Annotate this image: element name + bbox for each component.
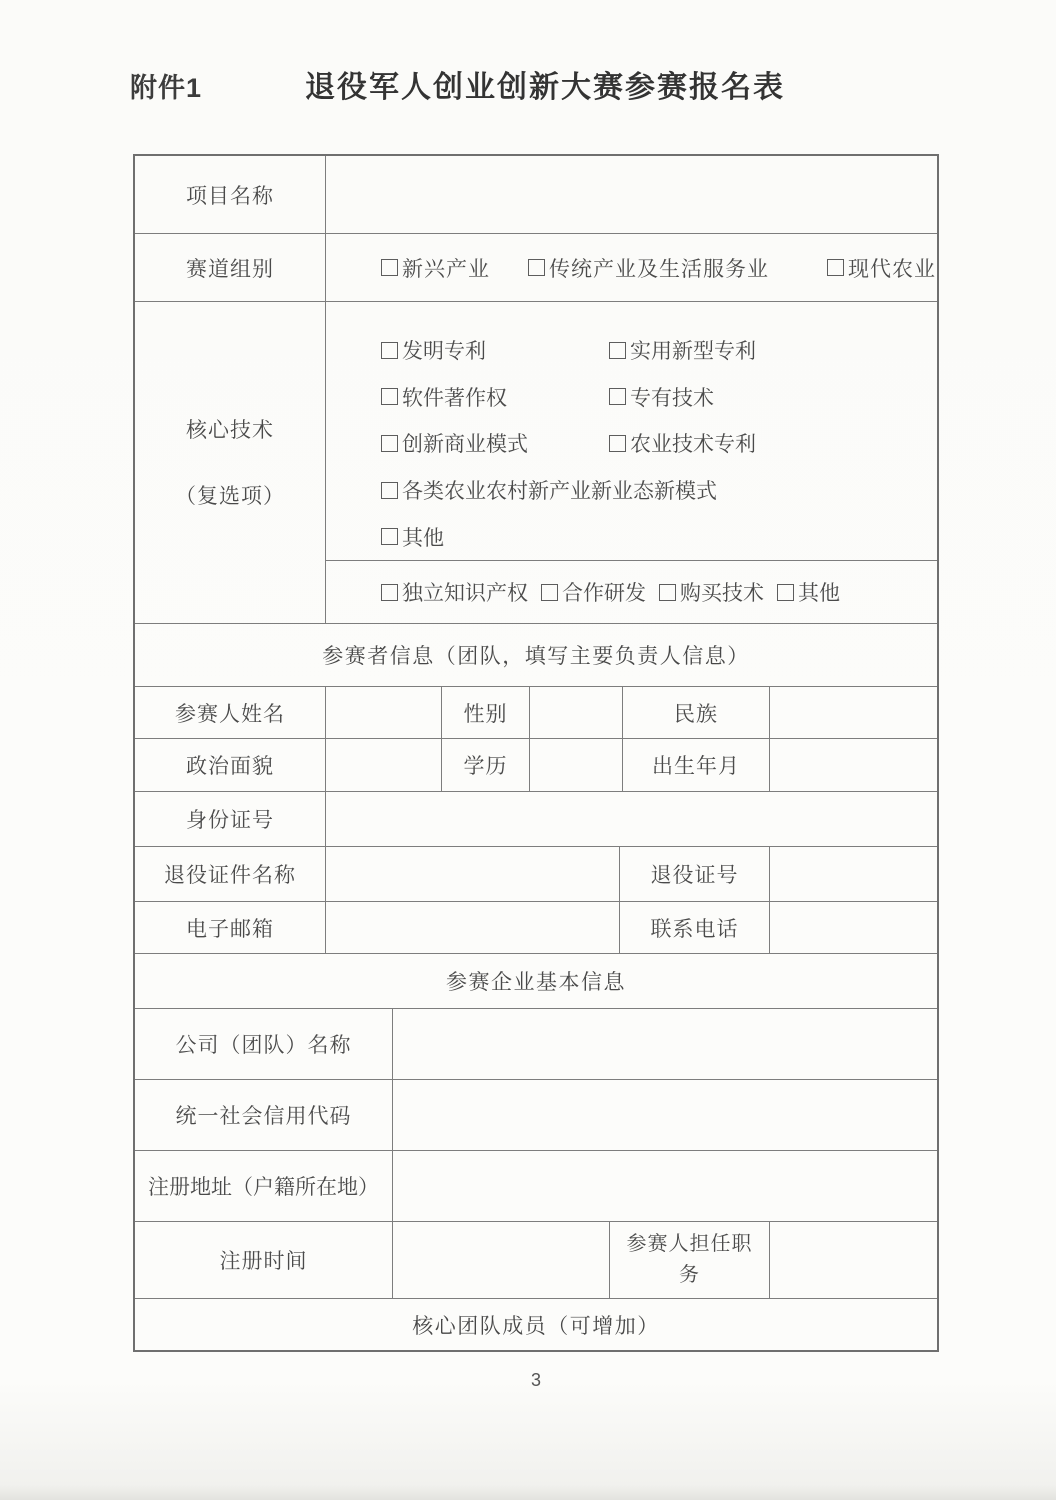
checkbox-icon xyxy=(381,435,398,452)
contact-row xyxy=(135,902,937,954)
checkbox-icon xyxy=(528,259,545,276)
checkbox-option-label: 创新商业模式 xyxy=(402,432,528,457)
checkbox-icon xyxy=(381,259,398,276)
track-group-label: 赛道组别 xyxy=(135,234,326,301)
checkbox-option-label: 独立知识产权 xyxy=(402,581,528,605)
address-row xyxy=(135,1151,937,1222)
tech-option xyxy=(381,522,444,552)
name-label: 参赛人姓名 xyxy=(135,687,326,738)
tech-option xyxy=(609,428,756,458)
checkbox-option-label: 传统产业及生活服务业 xyxy=(549,256,769,281)
checkbox-option-label: 其他 xyxy=(798,581,840,605)
checkbox-option-label: 各类农业农村新产业新业态新模式 xyxy=(402,479,717,504)
position-label: 参赛人担任职务 xyxy=(610,1222,770,1298)
tech-option-line xyxy=(381,374,937,421)
company-name-value xyxy=(393,1009,937,1079)
id-number-label: 身份证号 xyxy=(135,792,326,846)
checkbox-icon xyxy=(381,528,398,545)
name-value xyxy=(326,687,442,738)
core-tech-row xyxy=(135,302,937,624)
political-value xyxy=(326,739,442,791)
tech-option-line xyxy=(381,327,937,374)
tech-source-option xyxy=(777,577,840,607)
tech-option xyxy=(381,475,717,505)
tech-source-option-line xyxy=(326,560,937,623)
tech-source-option xyxy=(541,577,646,607)
email-label: 电子邮箱 xyxy=(135,902,326,953)
veteran-cert-no-label: 退役证号 xyxy=(620,847,770,901)
registration-form-table xyxy=(133,154,939,1352)
checkbox-option-label: 软件著作权 xyxy=(402,385,507,410)
id-number-row xyxy=(135,792,937,847)
checkbox-option-label: 发明专利 xyxy=(402,339,486,364)
reg-time-value xyxy=(393,1222,610,1298)
id-number-value xyxy=(326,792,937,846)
page-title: 退役军人创业创新大赛参赛报名表 xyxy=(305,71,785,104)
team-section-header-row xyxy=(135,1299,937,1350)
participant-section-title: 参赛者信息（团队，填写主要负责人信息） xyxy=(322,644,750,668)
checkbox-icon xyxy=(609,388,626,405)
phone-value xyxy=(770,902,937,953)
participant-name-row xyxy=(135,687,937,739)
veteran-cert-name-label: 退役证件名称 xyxy=(135,847,326,901)
email-value xyxy=(326,902,620,953)
tech-option-line xyxy=(381,467,937,514)
address-value xyxy=(393,1151,937,1221)
checkbox-icon xyxy=(659,584,676,601)
veteran-cert-name-value xyxy=(326,847,620,901)
reg-time-row xyxy=(135,1222,937,1299)
track-options-cell xyxy=(326,234,937,301)
project-name-value xyxy=(326,156,937,233)
political-row xyxy=(135,739,937,792)
core-tech-label xyxy=(135,302,326,623)
checkbox-option-label: 其他 xyxy=(402,525,444,550)
veteran-cert-no-value xyxy=(770,847,937,901)
project-name-row xyxy=(135,156,937,234)
core-tech-options-cell xyxy=(326,302,937,623)
checkbox-option-label: 新兴产业 xyxy=(402,256,490,281)
education-label: 学历 xyxy=(442,739,530,791)
checkbox-option-label: 购买技术 xyxy=(680,581,764,605)
checkbox-icon xyxy=(777,584,794,601)
checkbox-option-label: 专有技术 xyxy=(630,385,714,410)
tech-option xyxy=(609,382,714,412)
gender-label: 性别 xyxy=(442,687,530,738)
credit-code-label: 统一社会信用代码 xyxy=(135,1080,393,1150)
ethnicity-value xyxy=(770,687,937,738)
birth-value xyxy=(770,739,937,791)
tech-option xyxy=(381,382,609,412)
veteran-cert-row xyxy=(135,847,937,902)
participant-section-header-row xyxy=(135,624,937,687)
checkbox-icon xyxy=(381,584,398,601)
tech-option xyxy=(609,335,756,365)
checkbox-icon xyxy=(381,388,398,405)
education-value xyxy=(530,739,623,791)
checkbox-icon xyxy=(609,435,626,452)
credit-code-row xyxy=(135,1080,937,1151)
birth-label: 出生年月 xyxy=(623,739,770,791)
checkbox-icon xyxy=(381,342,398,359)
core-tech-label-line2: （复选项） xyxy=(175,483,285,508)
checkbox-option-label: 合作研发 xyxy=(562,581,646,605)
checkbox-option-label: 农业技术专利 xyxy=(630,432,756,457)
project-name-label: 项目名称 xyxy=(135,156,326,233)
tech-option-line xyxy=(381,420,937,467)
address-label: 注册地址（户籍所在地） xyxy=(135,1151,393,1221)
checkbox-icon xyxy=(609,342,626,359)
core-tech-label-line1: 核心技术 xyxy=(186,417,274,442)
position-value xyxy=(770,1222,937,1298)
track-group-row xyxy=(135,234,937,302)
ethnicity-label: 民族 xyxy=(623,687,770,738)
track-option xyxy=(827,253,936,283)
company-section-title: 参赛企业基本信息 xyxy=(446,970,626,994)
checkbox-option-label: 实用新型专利 xyxy=(630,339,756,364)
reg-time-label: 注册时间 xyxy=(135,1222,393,1298)
political-label: 政治面貌 xyxy=(135,739,326,791)
core-tech-option-list xyxy=(326,302,937,560)
page-number: 3 xyxy=(530,1370,541,1390)
checkbox-option-label: 现代农业 xyxy=(848,256,936,281)
company-section-header-row xyxy=(135,954,937,1009)
checkbox-icon xyxy=(541,584,558,601)
tech-source-option xyxy=(381,577,528,607)
tech-source-option xyxy=(659,577,764,607)
tech-option xyxy=(381,428,609,458)
track-option xyxy=(528,253,769,283)
phone-label: 联系电话 xyxy=(620,902,770,953)
track-option xyxy=(381,253,490,283)
credit-code-value xyxy=(393,1080,937,1150)
company-name-label: 公司（团队）名称 xyxy=(135,1009,393,1079)
tech-option-line xyxy=(381,513,937,560)
checkbox-icon xyxy=(827,259,844,276)
team-section-title: 核心团队成员（可增加） xyxy=(412,1313,660,1338)
checkbox-icon xyxy=(381,482,398,499)
tech-option xyxy=(381,335,609,365)
gender-value xyxy=(530,687,623,738)
company-name-row xyxy=(135,1009,937,1080)
attachment-label: 附件1 xyxy=(130,73,203,103)
